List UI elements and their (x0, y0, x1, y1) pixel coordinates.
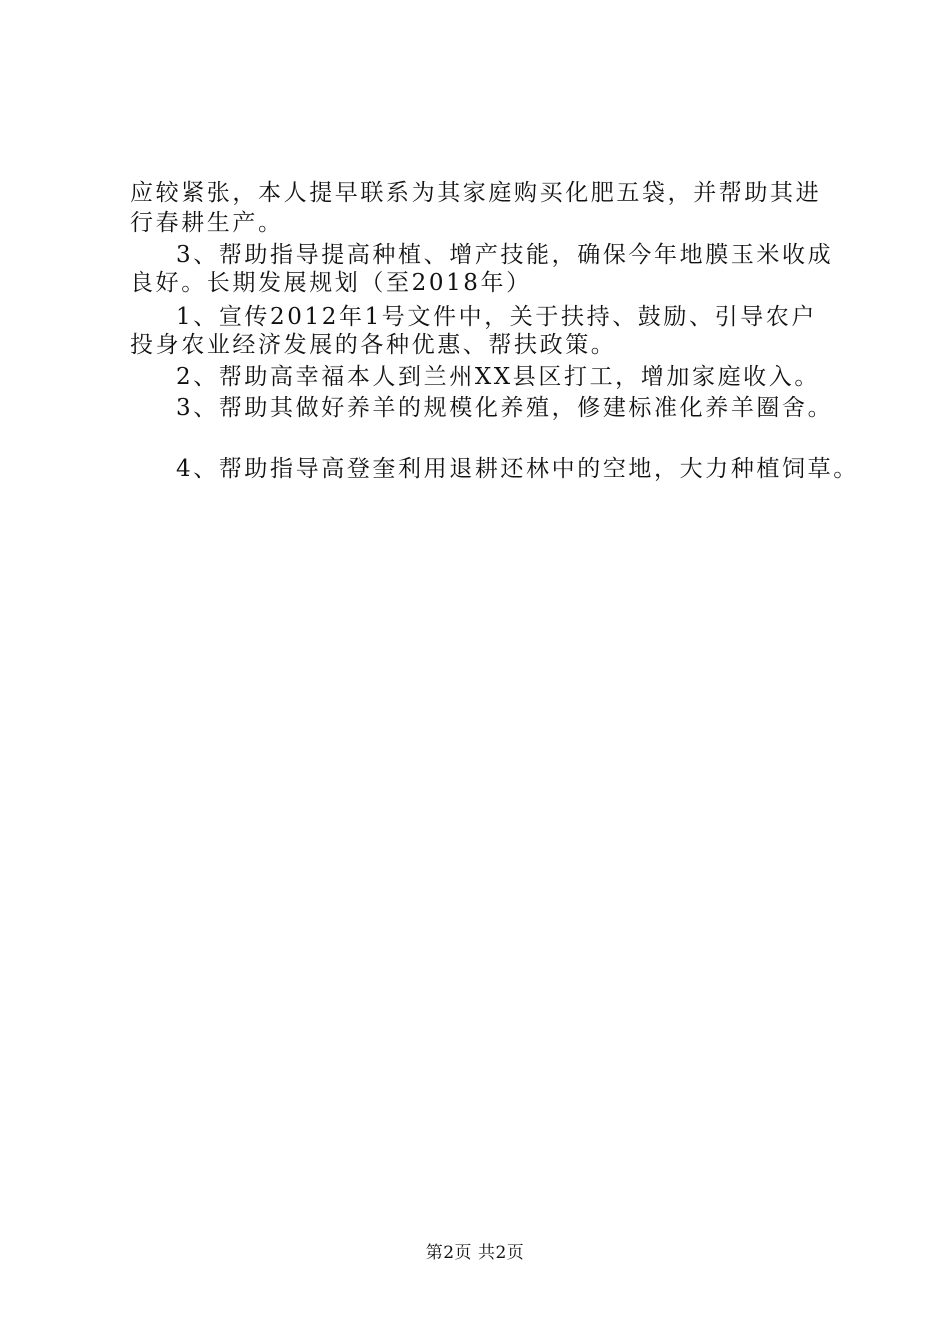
body-line: 3、帮助指导提高种植、增产技能，确保今年地膜玉米收成 (176, 242, 834, 268)
body-line: 4、帮助指导高登奎利用退耕还林中的空地，大力种植饲草。 (176, 456, 859, 482)
body-line: 行春耕生产。 (130, 210, 284, 236)
body-line: 3、帮助其做好养羊的规模化养殖，修建标准化养羊圈舍。 (176, 395, 834, 421)
page-number-footer: 第2页 共2页 (425, 1243, 525, 1263)
body-line: 1、宣传2012年1号文件中，关于扶持、鼓励、引导农户 (176, 304, 817, 330)
body-line: 良好。长期发展规划（至2018年） (130, 270, 532, 296)
body-line: 2、帮助高幸福本人到兰州XX县区打工，增加家庭收入。 (176, 364, 820, 390)
body-line: 应较紧张，本人提早联系为其家庭购买化肥五袋，并帮助其进 (130, 180, 822, 206)
body-line: 投身农业经济发展的各种优惠、帮扶政策。 (130, 332, 617, 358)
